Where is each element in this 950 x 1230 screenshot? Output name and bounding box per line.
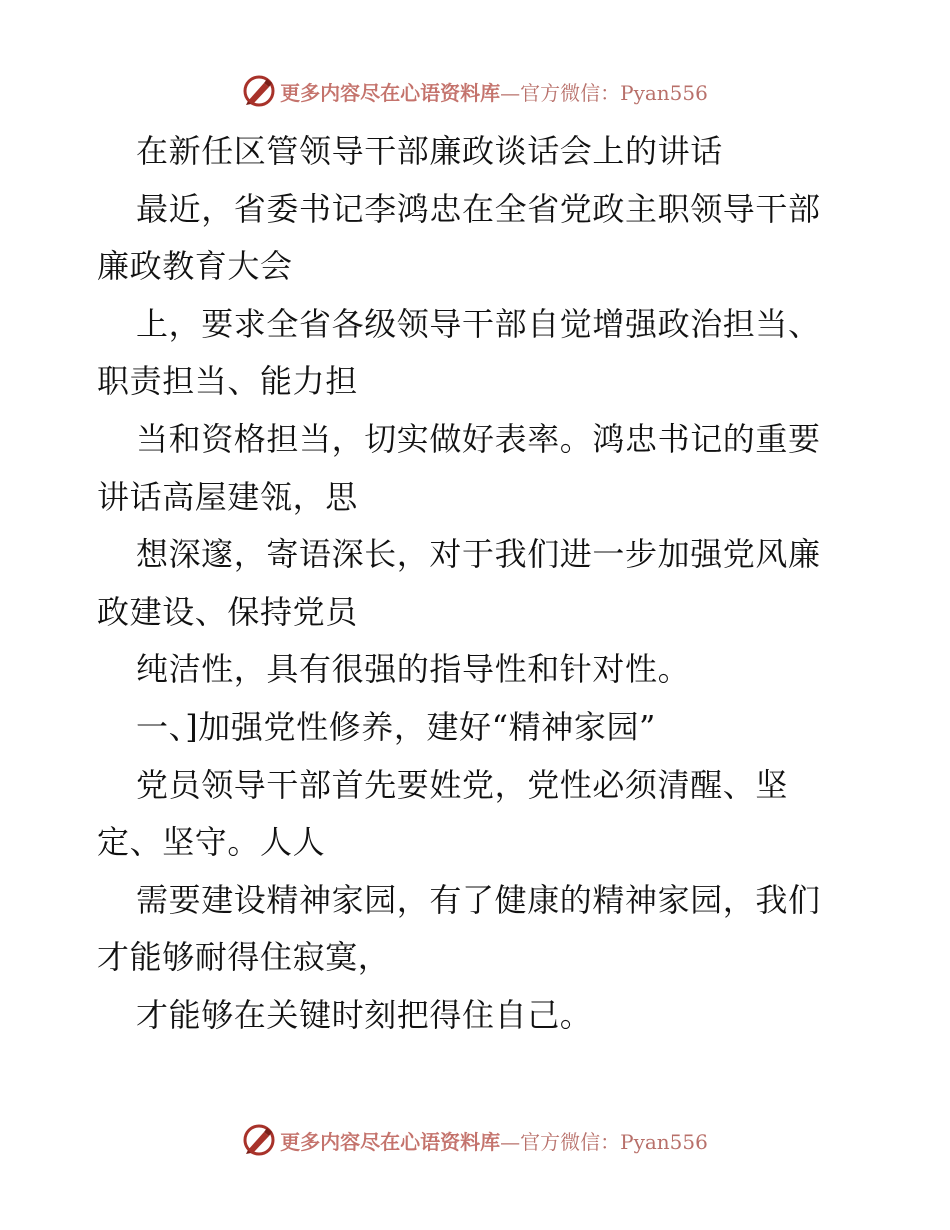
paragraph-line: 讲话高屋建瓴，思 [97, 477, 358, 516]
paragraph-line: 需要建设精神家园，有了健康的精神家园，我们 [136, 880, 821, 919]
pen-logo-icon [242, 1123, 276, 1157]
paragraph-line: 才能够耐得住寂寞， [97, 938, 391, 977]
watermark-banner-top [0, 69, 950, 113]
watermark-contact: 官方微信：Pyan556 [520, 80, 708, 105]
watermark-separator: — [500, 1129, 521, 1154]
watermark-brand: 更多内容尽在心语资料库 [280, 80, 501, 105]
paragraph-line: 想深邃，寄语深长，对于我们进一步加强党风廉 [136, 535, 821, 574]
watermark-contact: 官方微信：Pyan556 [520, 1129, 708, 1154]
paragraph-line: 定、坚守。人人 [97, 823, 326, 862]
watermark-text [280, 1126, 708, 1155]
speech-title: 在新任区管领导干部廉政谈话会上的讲话 [136, 132, 723, 170]
paragraph-line: 职责担当、能力担 [97, 362, 358, 401]
paragraph-line: 党员领导干部首先要姓党，党性必须清醒、坚 [136, 765, 789, 804]
paragraph-line: 当和资格担当，切实做好表率。鸿忠书记的重要 [136, 419, 821, 458]
paragraph-line: 政建设、保持党员 [97, 592, 358, 631]
watermark-separator: — [500, 80, 521, 105]
watermark-brand: 更多内容尽在心语资料库 [280, 1129, 501, 1154]
pen-logo-icon [242, 74, 276, 108]
paragraph-line: 上，要求全省各级领导干部自觉增强政治担当、 [136, 304, 821, 343]
document-body [97, 123, 857, 1045]
paragraph-line: 最近，省委书记李鸿忠在全省党政主职领导干部 [136, 189, 821, 228]
section-heading: 一、]加强党性修养，建好“精神家园” [136, 707, 657, 746]
paragraph-line: 才能够在关键时刻把得住自己。 [136, 995, 593, 1034]
paragraph-line: 纯洁性，具有很强的指导性和针对性。 [136, 650, 691, 689]
paragraph-line: 廉政教育大会 [97, 247, 293, 286]
watermark-text [280, 77, 708, 106]
watermark-banner-bottom [0, 1118, 950, 1162]
